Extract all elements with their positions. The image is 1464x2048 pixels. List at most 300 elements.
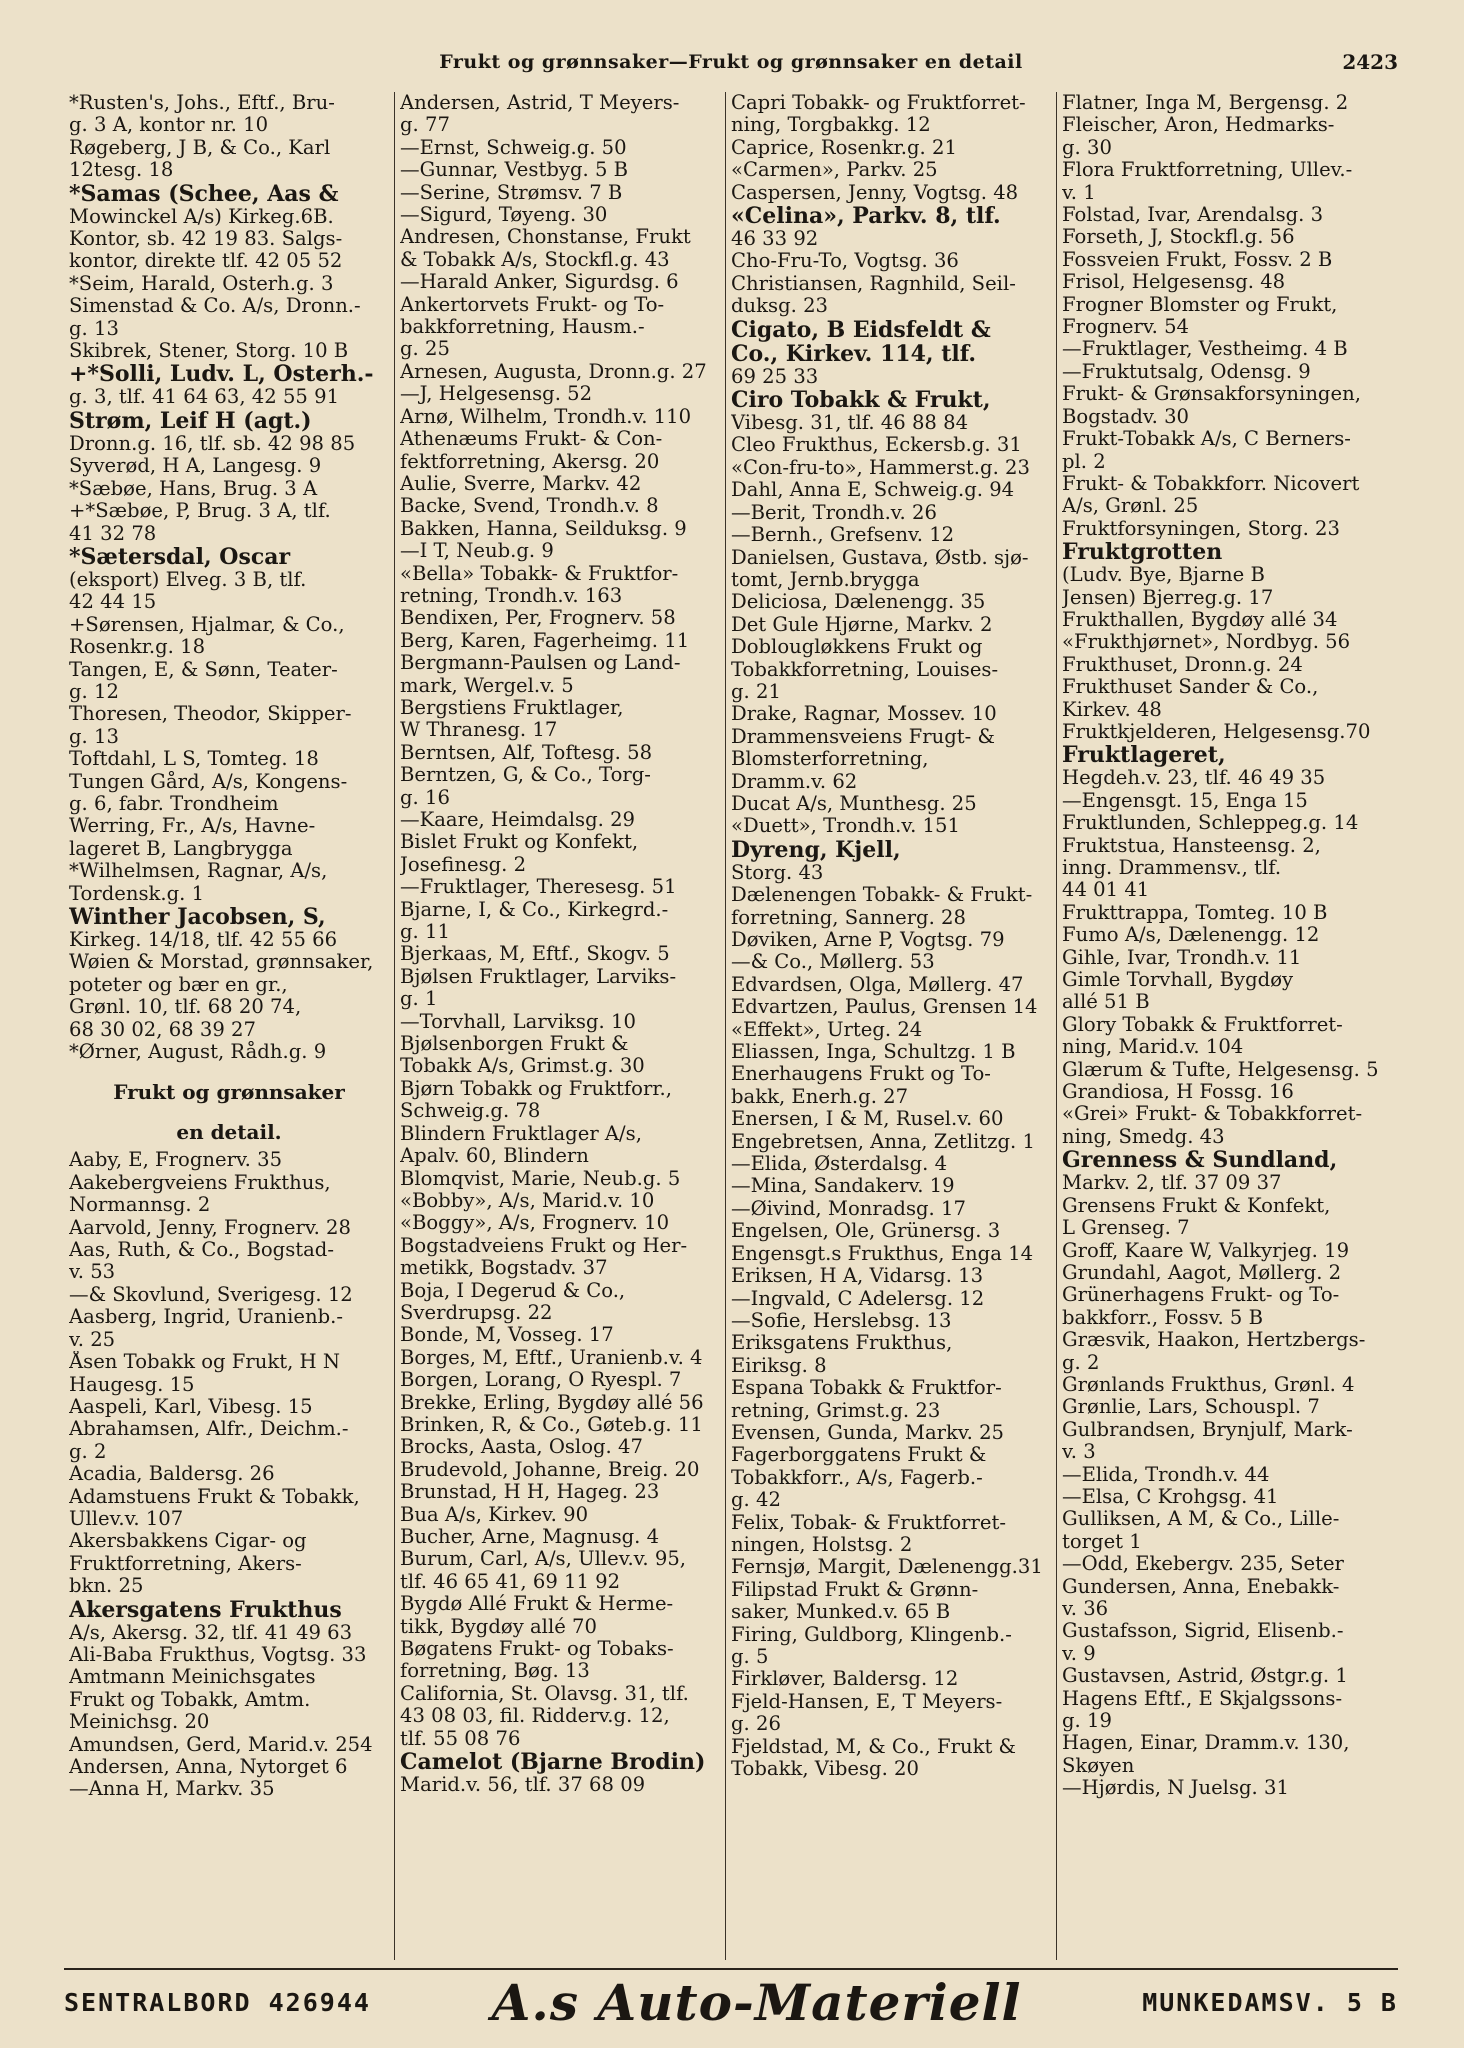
directory-entry: tikk, Bygdøy allé 70 bbox=[400, 1615, 597, 1638]
directory-entry: g. 3, tlf. 41 64 63, 42 55 91 bbox=[69, 386, 340, 409]
directory-entry: g. 30 bbox=[1062, 136, 1112, 159]
directory-entry: Akersgatens Frukthus bbox=[69, 1597, 342, 1622]
directory-entry: Eriksen, H A, Vidarsg. 13 bbox=[731, 1265, 984, 1288]
directory-entry: Evensen, Gunda, Markv. 25 bbox=[731, 1421, 1005, 1444]
directory-entry: Berntsen, Alf, Toftesg. 58 bbox=[400, 741, 653, 764]
directory-entry: Meinichsg. 20 bbox=[69, 1711, 210, 1734]
directory-entry: —J, Helgesensg. 52 bbox=[400, 383, 593, 406]
directory-entry: Fossveien Frukt, Fossv. 2 B bbox=[1062, 248, 1333, 271]
directory-entry: (Ludv. Bye, Bjarne B bbox=[1062, 564, 1265, 587]
directory-entry: Filipstad Frukt & Grønn- bbox=[731, 1578, 979, 1601]
directory-entry: Bakken, Hanna, Seilduksg. 9 bbox=[400, 517, 687, 540]
directory-entry: Brudevold, Johanne, Breig. 20 bbox=[400, 1458, 700, 1481]
directory-entry: —Gunnar, Vestbyg. 5 B bbox=[400, 159, 629, 182]
directory-entry: Tobakk, Vibesg. 20 bbox=[731, 1758, 919, 1781]
directory-entry: «Carmen», Parkv. 25 bbox=[731, 159, 938, 182]
directory-entry: v. 53 bbox=[69, 1261, 116, 1284]
directory-entry: Engelsen, Ole, Grünersg. 3 bbox=[731, 1220, 1001, 1243]
directory-entry: Døviken, Arne P, Vogtsg. 79 bbox=[731, 929, 1005, 951]
directory-entry: Gundersen, Anna, Enebakk- bbox=[1062, 1575, 1340, 1598]
directory-entry: Frognerv. 54 bbox=[1062, 316, 1190, 339]
directory-entry: Hagen, Einar, Dramm.v. 130, bbox=[1062, 1732, 1350, 1755]
directory-entry: tlf. 55 08 76 bbox=[400, 1727, 521, 1750]
directory-entry: Winther Jacobsen, S, bbox=[69, 905, 326, 929]
directory-entry: Andersen, Astrid, T Meyers- bbox=[400, 92, 680, 114]
directory-entry: «Celina», Parkv. 8, tlf. bbox=[731, 204, 1001, 229]
directory-entry: Bogstadv. 30 bbox=[1062, 405, 1190, 428]
directory-entry: Røgeberg, J B, & Co., Karl bbox=[69, 136, 331, 159]
directory-entry: Werring, Fr., A/s, Havne- bbox=[69, 815, 316, 838]
directory-entry: «Boggy», A/s, Frognerv. 10 bbox=[400, 1212, 670, 1235]
directory-entry: Strøm, Leif H (agt.) bbox=[69, 408, 312, 433]
directory-entry: 12tesg. 18 bbox=[69, 159, 174, 182]
directory-entry: *Samas (Schee, Aas & bbox=[69, 181, 339, 206]
directory-entry: Tangen, E, & Sønn, Teater- bbox=[69, 658, 338, 681]
directory-entry: ning, Smedg. 43 bbox=[1062, 1125, 1225, 1148]
directory-entry: Dyreng, Kjell, bbox=[731, 837, 901, 862]
directory-entry: g. 12 bbox=[69, 680, 119, 703]
directory-entry: Aaby, E, Frognerv. 35 bbox=[69, 1149, 283, 1172]
directory-entry: v. 36 bbox=[1062, 1598, 1109, 1620]
directory-entry: —Torvhall, Larviksg. 10 bbox=[400, 1010, 636, 1033]
directory-entry: bkn. 25 bbox=[69, 1575, 144, 1598]
directory-entry: Frukthuset, Dronn.g. 24 bbox=[1062, 653, 1303, 676]
directory-entry: ning, Marid.v. 104 bbox=[1062, 1036, 1244, 1059]
footer-switchboard: SENTRALBORD 426944 bbox=[64, 1987, 371, 2017]
directory-entry: —Elsa, C Krohgsg. 41 bbox=[1062, 1485, 1279, 1508]
directory-entry: —Odd, Ekebergv. 235, Seter bbox=[1062, 1553, 1344, 1576]
directory-entry: Groff, Kaare W, Valkyrjeg. 19 bbox=[1062, 1239, 1350, 1262]
directory-entry: Glory Tobakk & Fruktforret- bbox=[1062, 1013, 1343, 1036]
directory-entry: Fleischer, Aron, Hedmarks- bbox=[1062, 114, 1335, 137]
directory-entry: 44 01 41 bbox=[1062, 879, 1150, 902]
directory-entry: —Engensgt. 15, Enga 15 bbox=[1062, 789, 1308, 812]
directory-entry: g. 3 A, kontor nr. 10 bbox=[69, 114, 269, 137]
directory-entry: Eiriksg. 8 bbox=[731, 1354, 827, 1377]
directory-entry: Ankertorvets Frukt- og To- bbox=[400, 293, 665, 316]
page-number: 2423 bbox=[1342, 50, 1398, 74]
directory-entry: Apalv. 60, Blindern bbox=[400, 1145, 589, 1168]
column-1 bbox=[64, 92, 395, 1960]
directory-entry: Brunstad, H H, Hageg. 23 bbox=[400, 1481, 660, 1504]
directory-entry: Dahl, Anna E, Schweig.g. 94 bbox=[731, 479, 1015, 502]
directory-entry: Wøien & Morstad, grønnsaker, bbox=[69, 951, 374, 974]
directory-entry: Caspersen, Jenny, Vogtsg. 48 bbox=[731, 181, 1019, 204]
directory-entry: Brinken, R, & Co., Gøteb.g. 11 bbox=[400, 1413, 703, 1436]
directory-entry: Grensens Frukt & Konfekt, bbox=[1062, 1194, 1331, 1217]
directory-entry: Boja, I Degerud & Co., bbox=[400, 1279, 626, 1302]
directory-entry: Kirkeg. 14/18, tlf. 42 55 66 bbox=[69, 929, 338, 951]
directory-entry: Engensgt.s Frukthus, Enga 14 bbox=[731, 1242, 1034, 1265]
directory-entry: —Elida, Trondh.v. 44 bbox=[1062, 1463, 1270, 1486]
directory-entry: (eksport) Elveg. 3 B, tlf. bbox=[69, 568, 307, 591]
directory-entry: Normannsg. 2 bbox=[69, 1194, 211, 1217]
directory-entry: Ducat A/s, Munthesg. 25 bbox=[731, 792, 977, 815]
directory-entry: —Ingvald, C Adelersg. 12 bbox=[731, 1287, 985, 1310]
directory-entry: Aakebergveiens Frukthus, bbox=[69, 1171, 331, 1194]
directory-entry: Gulbrandsen, Brynjulf, Mark- bbox=[1062, 1418, 1353, 1441]
directory-entry: —Sofie, Herslebsg. 13 bbox=[731, 1309, 952, 1332]
directory-entry: Cho-Fru-To, Vogtsg. 36 bbox=[731, 250, 959, 273]
directory-entry: Deliciosa, Dælenengg. 35 bbox=[731, 591, 986, 614]
directory-entry: 42 44 15 bbox=[69, 591, 157, 614]
directory-entry: Frukthallen, Bygdøy allé 34 bbox=[1062, 608, 1338, 631]
directory-entry: Acadia, Baldersg. 26 bbox=[69, 1463, 275, 1486]
directory-entry: —Fruktutsalg, Odensg. 9 bbox=[1062, 360, 1311, 383]
directory-entry: ning, Torgbakkg. 12 bbox=[731, 114, 931, 137]
directory-entry: Frukt- & Tobakkforr. Nicovert bbox=[1062, 472, 1360, 495]
directory-entry: —Harald Anker, Sigurdsg. 6 bbox=[400, 271, 679, 294]
directory-entry: Gulliksen, A M, & Co., Lille- bbox=[1062, 1508, 1340, 1531]
directory-entry: Borgen, Lorang, O Ryespl. 7 bbox=[400, 1369, 682, 1392]
directory-entry: Bendixen, Per, Frognerv. 58 bbox=[400, 607, 676, 630]
advertisement-footer bbox=[64, 1968, 1398, 2034]
directory-entry: «Con-fru-to», Hammerst.g. 23 bbox=[731, 456, 1030, 479]
directory-entry: L Grenseg. 7 bbox=[1062, 1217, 1190, 1240]
directory-entry: Akersbakkens Cigar- og bbox=[69, 1530, 307, 1553]
directory-entry: fektforretning, Akersg. 20 bbox=[400, 450, 660, 473]
directory-entry: g. 2 bbox=[69, 1440, 107, 1463]
directory-entry: Aaspeli, Karl, Vibesg. 15 bbox=[69, 1395, 313, 1418]
directory-entry: Fruktlunden, Schleppeg.g. 14 bbox=[1062, 812, 1359, 835]
directory-entry: «Grei» Frukt- & Tobakkforret- bbox=[1062, 1103, 1363, 1126]
directory-entry: Gustafsson, Sigrid, Elisenb.- bbox=[1062, 1620, 1344, 1643]
directory-entry: Drake, Ragnar, Mossev. 10 bbox=[731, 703, 997, 726]
directory-entry: g. 77 bbox=[400, 114, 450, 137]
directory-entry: Markv. 2, tlf. 37 09 37 bbox=[1062, 1172, 1282, 1195]
directory-entry: +*Solli, Ludv. L, Osterh.- bbox=[69, 362, 374, 387]
directory-entry: Blomsterforretning, bbox=[731, 748, 929, 771]
footer-brand-logo: A.s Auto-Materiell bbox=[491, 1972, 1022, 2032]
directory-entry: g. 11 bbox=[400, 921, 450, 944]
directory-entry: Firing, Guldborg, Klingenb.- bbox=[731, 1623, 1012, 1646]
directory-entry: Bygdø Allé Frukt & Herme- bbox=[400, 1593, 674, 1616]
directory-entry: metikk, Bogstadv. 37 bbox=[400, 1257, 608, 1280]
directory-entry: Ali-Baba Frukthus, Vogtsg. 33 bbox=[69, 1643, 367, 1666]
directory-entry: Edvartzen, Paulus, Grensen 14 bbox=[731, 996, 1038, 1019]
directory-entry: Andersen, Anna, Nytorget 6 bbox=[69, 1756, 348, 1778]
directory-entry: Grünerhagens Frukt- og To- bbox=[1062, 1284, 1340, 1307]
directory-entry: Dælenengen Tobakk- & Frukt- bbox=[731, 884, 1033, 907]
directory-entry: Aarvold, Jenny, Frognerv. 28 bbox=[69, 1216, 351, 1239]
directory-entry: —Serine, Strømsv. 7 B bbox=[400, 181, 623, 204]
directory-entry: bakk, Enerh.g. 27 bbox=[731, 1085, 909, 1108]
directory-entry: duksg. 23 bbox=[731, 295, 829, 318]
directory-entry: bakkforretning, Hausm.- bbox=[400, 316, 645, 339]
directory-entry: Schweig.g. 78 bbox=[400, 1100, 541, 1123]
directory-entry: +Sørensen, Hjalmar, & Co., bbox=[69, 613, 345, 636]
directory-entry: Bislet Frukt og Konfekt, bbox=[400, 831, 639, 854]
directory-entry: Folstad, Ivar, Arendalsg. 3 bbox=[1062, 204, 1324, 227]
directory-entry: Berntzen, G, & Co., Torg- bbox=[400, 764, 651, 787]
page-title: Frukt og grønnsaker—Frukt og grønnsaker en detail bbox=[439, 51, 1023, 73]
directory-entry: Hegdeh.v. 23, tlf. 46 49 35 bbox=[1062, 767, 1326, 790]
directory-entry: Backe, Svend, Trondh.v. 8 bbox=[400, 495, 659, 518]
directory-entry: & Tobakk A/s, Stockfl.g. 43 bbox=[400, 248, 670, 271]
directory-entry: —I T, Neub.g. 9 bbox=[400, 540, 554, 563]
directory-entry: g. 5 bbox=[731, 1646, 769, 1668]
directory-entry: —Øivind, Monradsg. 17 bbox=[731, 1197, 966, 1220]
directory-entry: —& Skovlund, Sverigesg. 12 bbox=[69, 1283, 353, 1306]
directory-entry: Frukt-Tobakk A/s, C Berners- bbox=[1062, 428, 1351, 451]
directory-entry: —Hjørdis, N Juelsg. 31 bbox=[1062, 1777, 1289, 1800]
directory-entry: Sverdrupsg. 22 bbox=[400, 1301, 553, 1324]
directory-entry: mark, Wergel.v. 5 bbox=[400, 674, 574, 697]
directory-entry: poteter og bær en gr., bbox=[69, 973, 288, 996]
directory-entry: Ullev.v. 107 bbox=[69, 1507, 184, 1530]
directory-entry: Josefinesg. 2 bbox=[400, 853, 527, 876]
footer-address: MUNKEDAMSV. 5 B bbox=[1142, 1987, 1398, 2017]
directory-entry: Enerhaugens Frukt og To- bbox=[731, 1063, 991, 1086]
directory-entry: Jensen) Bjerreg.g. 17 bbox=[1062, 586, 1274, 609]
section-heading: en detail. bbox=[176, 1120, 282, 1145]
directory-entry: Græsvik, Haakon, Hertzbergs- bbox=[1062, 1329, 1366, 1352]
directory-entry: Flatner, Inga M, Bergensg. 2 bbox=[1062, 92, 1349, 114]
directory-entry: g. 42 bbox=[731, 1489, 781, 1512]
directory-entry: Flora Fruktforretning, Ullev.- bbox=[1062, 159, 1353, 182]
directory-entry: Grønl. 10, tlf. 68 20 74, bbox=[69, 996, 302, 1019]
directory-entry: Eliassen, Inga, Schultzg. 1 B bbox=[731, 1041, 1016, 1064]
directory-entry: Tobakkforretning, Louises- bbox=[731, 658, 999, 681]
directory-entry: Fruktgrotten bbox=[1062, 540, 1223, 565]
directory-entry: Grenness & Sundland, bbox=[1062, 1148, 1338, 1173]
directory-entry: g. 19 bbox=[1062, 1710, 1112, 1733]
directory-entry: Frukttrappa, Tomteg. 10 B bbox=[1062, 901, 1328, 924]
directory-columns bbox=[64, 92, 1398, 1960]
directory-entry: g. 13 bbox=[69, 317, 119, 340]
column-2 bbox=[395, 92, 726, 1960]
directory-entry: Firkløver, Baldersg. 12 bbox=[731, 1668, 959, 1691]
directory-entry: Christiansen, Ragnhild, Seil- bbox=[731, 272, 1016, 295]
directory-entry: Arnø, Wilhelm, Trondh.v. 110 bbox=[400, 405, 692, 428]
directory-entry: Berg, Karen, Fagerheimg. 11 bbox=[400, 629, 690, 652]
directory-entry: Grønlands Frukthus, Grønl. 4 bbox=[1062, 1373, 1355, 1396]
directory-entry: Andresen, Chonstanse, Frukt bbox=[400, 226, 691, 249]
directory-entry: —Sigurd, Tøyeng. 30 bbox=[400, 204, 608, 227]
directory-entry: Fagerborggatens Frukt & bbox=[731, 1444, 987, 1467]
directory-entry: Tobakkforr., A/s, Fagerb.- bbox=[731, 1466, 983, 1489]
directory-entry: «Effekt», Urteg. 24 bbox=[731, 1018, 923, 1041]
directory-entry: Danielsen, Gustava, Østb. sjø- bbox=[731, 546, 1029, 569]
directory-entry: Tungen Gård, A/s, Kongens- bbox=[69, 770, 348, 793]
directory-entry: Frogner Blomster og Frukt, bbox=[1062, 293, 1338, 316]
directory-entry: *Ørner, August, Rådh.g. 9 bbox=[69, 1041, 327, 1064]
directory-entry: Espana Tobakk & Fruktfor- bbox=[731, 1377, 1002, 1400]
directory-entry: —Berit, Trondh.v. 26 bbox=[731, 501, 937, 524]
directory-entry: Bjølsenborgen Frukt & bbox=[400, 1033, 629, 1056]
directory-entry: *Sætersdal, Oscar bbox=[69, 544, 291, 569]
directory-entry: Doblougløkkens Frukt og bbox=[731, 636, 983, 659]
directory-entry: 46 33 92 bbox=[731, 228, 819, 251]
directory-entry: Fruktforsyningen, Storg. 23 bbox=[1062, 517, 1340, 540]
directory-entry: Bergmann-Paulsen og Land- bbox=[400, 652, 681, 675]
directory-entry: g. 25 bbox=[400, 338, 450, 361]
directory-entry: —Anna H, Markv. 35 bbox=[69, 1778, 275, 1801]
directory-entry: —Fruktlager, Theresesg. 51 bbox=[400, 876, 677, 899]
directory-entry: Storg. 43 bbox=[731, 861, 824, 884]
directory-entry: retning, Grimst.g. 23 bbox=[731, 1399, 941, 1422]
directory-entry: W Thranesg. 17 bbox=[400, 719, 558, 742]
directory-entry: Aasberg, Ingrid, Uranienb.- bbox=[69, 1306, 343, 1329]
directory-entry: —& Co., Møllerg. 53 bbox=[731, 951, 935, 974]
directory-entry: Bøgatens Frukt- og Tobaks- bbox=[400, 1638, 674, 1661]
directory-entry: California, St. Olavsg. 31, tlf. bbox=[400, 1682, 689, 1705]
directory-entry: Athenæums Frukt- & Con- bbox=[400, 428, 663, 451]
directory-entry: Tordensk.g. 1 bbox=[69, 882, 205, 905]
directory-entry: Frukt- & Grønsakforsyningen, bbox=[1062, 383, 1361, 406]
directory-entry: Bucher, Arne, Magnusg. 4 bbox=[400, 1526, 660, 1548]
directory-entry: Cigato, B Eidsfeldt & bbox=[731, 317, 991, 342]
directory-entry: *Wilhelmsen, Ragnar, A/s, bbox=[69, 860, 328, 883]
directory-entry: Drammensveiens Frugt- & bbox=[731, 725, 995, 748]
directory-entry: Skibrek, Stener, Storg. 10 B bbox=[69, 340, 349, 363]
directory-entry: g. 16 bbox=[400, 786, 450, 809]
directory-entry: Fumo A/s, Dælenengg. 12 bbox=[1062, 924, 1320, 947]
directory-entry: Syverød, H A, Langesg. 9 bbox=[69, 455, 322, 478]
directory-entry: Bjørn Tobakk og Fruktforr., bbox=[400, 1077, 673, 1100]
directory-entry: Ciro Tobakk & Frukt, bbox=[731, 388, 991, 413]
directory-entry: 68 30 02, 68 39 27 bbox=[69, 1018, 256, 1041]
directory-entry: Bjerkaas, M, Eftf., Skogv. 5 bbox=[400, 943, 670, 966]
directory-entry: v. 1 bbox=[1062, 181, 1096, 204]
directory-entry: Rosenkr.g. 18 bbox=[69, 636, 206, 659]
directory-entry: Kirkev. 48 bbox=[1062, 698, 1162, 721]
directory-entry: Bjarne, I, & Co., Kirkegrd.- bbox=[400, 898, 669, 921]
directory-entry: Aas, Ruth, & Co., Bogstad- bbox=[69, 1239, 334, 1262]
directory-entry: «Duett», Trondh.v. 151 bbox=[731, 815, 960, 838]
directory-entry: Bonde, M, Vosseg. 17 bbox=[400, 1324, 614, 1347]
directory-entry: Fjeldstad, M, & Co., Frukt & bbox=[731, 1735, 1016, 1758]
directory-entry: Dronn.g. 16, tlf. sb. 42 98 85 bbox=[69, 432, 356, 455]
directory-entry: Grønlie, Lars, Schouspl. 7 bbox=[1062, 1396, 1320, 1419]
directory-entry: g. 26 bbox=[731, 1713, 781, 1736]
directory-entry: Det Gule Hjørne, Markv. 2 bbox=[731, 613, 993, 636]
directory-entry: g. 2 bbox=[1062, 1351, 1100, 1374]
directory-entry: Bjølsen Fruktlager, Larviks- bbox=[400, 965, 677, 988]
directory-entry: tomt, Jernb.brygga bbox=[731, 568, 920, 591]
directory-entry: bakkforr., Fossv. 5 B bbox=[1062, 1306, 1264, 1329]
directory-entry: Bua A/s, Kirkev. 90 bbox=[400, 1503, 589, 1526]
directory-entry: Simenstad & Co. A/s, Dronn.- bbox=[69, 295, 361, 318]
directory-entry: Burum, Carl, A/s, Ullev.v. 95, bbox=[400, 1548, 687, 1571]
directory-entry: A/s, Grønl. 25 bbox=[1062, 495, 1199, 518]
directory-entry: *Rusten's, Johs., Eftf., Bru- bbox=[69, 92, 335, 114]
directory-entry: Engebretsen, Anna, Zetlitzg. 1 bbox=[731, 1130, 1035, 1153]
directory-entry: Marid.v. 56, tlf. 37 68 09 bbox=[400, 1774, 646, 1797]
directory-entry: Abrahamsen, Alfr., Deichm.- bbox=[69, 1418, 349, 1441]
directory-entry: Dramm.v. 62 bbox=[731, 770, 858, 793]
directory-entry: kontor, direkte tlf. 42 05 52 bbox=[69, 250, 343, 273]
directory-entry: —Bernh., Grefsenv. 12 bbox=[731, 524, 955, 547]
directory-entry: Toftdahl, L S, Tomteg. 18 bbox=[69, 748, 319, 771]
directory-entry: forretning, Bøg. 13 bbox=[400, 1660, 590, 1683]
directory-entry: Capri Tobakk- og Fruktforret- bbox=[731, 92, 1026, 114]
directory-entry: Fruktlageret, bbox=[1062, 743, 1226, 768]
directory-entry: —Kaare, Heimdalsg. 29 bbox=[400, 809, 636, 831]
directory-entry: —Elida, Østerdalsg. 4 bbox=[731, 1153, 948, 1176]
directory-entry: Gimle Torvhall, Bygdøy bbox=[1062, 969, 1294, 992]
directory-entry: «Bella» Tobakk- & Fruktfor- bbox=[400, 562, 679, 585]
page-header bbox=[64, 44, 1398, 80]
directory-entry: Borges, M, Eftf., Uranienb.v. 4 bbox=[400, 1346, 703, 1369]
directory-entry: Fruktforretning, Akers- bbox=[69, 1552, 302, 1575]
directory-entry: inng. Drammensv., tlf. bbox=[1062, 857, 1282, 879]
directory-entry: retning, Trondh.v. 163 bbox=[400, 584, 623, 607]
directory-entry: *Seim, Harald, Osterh.g. 3 bbox=[69, 272, 334, 295]
directory-entry: Felix, Tobak- & Fruktforret- bbox=[731, 1511, 1006, 1534]
directory-entry: A/s, Akersg. 32, tlf. 41 49 63 bbox=[69, 1621, 353, 1644]
directory-entry: Camelot (Bjarne Brodin) bbox=[400, 1750, 706, 1775]
directory-entry: Forseth, J, Stockfl.g. 56 bbox=[1062, 226, 1295, 249]
directory-entry: g. 21 bbox=[731, 680, 781, 703]
directory-entry: Haugesg. 15 bbox=[69, 1373, 195, 1396]
directory-entry: Co., Kirkev. 114, tlf. bbox=[731, 341, 977, 366]
directory-entry: g. 13 bbox=[69, 725, 119, 748]
section-heading: Frukt og grønnsaker bbox=[113, 1080, 345, 1105]
directory-entry: Frukthuset Sander & Co., bbox=[1062, 676, 1319, 699]
directory-entry: v. 3 bbox=[1062, 1441, 1096, 1464]
directory-entry: Glærum & Tufte, Helgesensg. 5 bbox=[1062, 1058, 1379, 1081]
directory-entry: ningen, Holstsg. 2 bbox=[731, 1533, 913, 1556]
directory-entry: «Frukthjørnet», Nordbyg. 56 bbox=[1062, 631, 1351, 654]
directory-entry: Bogstadveiens Frukt og Her- bbox=[400, 1234, 688, 1257]
directory-entry: Grundahl, Aagot, Møllerg. 2 bbox=[1062, 1261, 1342, 1284]
directory-entry: Skøyen bbox=[1062, 1754, 1135, 1777]
directory-entry: Fruktstua, Hansteensg. 2, bbox=[1062, 834, 1321, 857]
directory-entry: Gustavsen, Astrid, Østgr.g. 1 bbox=[1062, 1665, 1348, 1688]
directory-entry: —Fruktlager, Vestheimg. 4 B bbox=[1062, 338, 1348, 361]
directory-entry: Edvardsen, Olga, Møllerg. 47 bbox=[731, 973, 1024, 996]
directory-entry: Eriksgatens Frukthus, bbox=[731, 1332, 953, 1355]
directory-entry: Amundsen, Gerd, Marid.v. 254 bbox=[69, 1733, 373, 1756]
directory-entry: allé 51 B bbox=[1062, 991, 1150, 1014]
column-4 bbox=[1057, 92, 1387, 1960]
directory-entry: g. 1 bbox=[400, 988, 438, 1011]
directory-entry: *Sæbøe, Hans, Brug. 3 A bbox=[69, 477, 318, 500]
directory-entry: Mowinckel A/s) Kirkeg.6B. bbox=[69, 205, 334, 228]
directory-entry: Fruktkjelderen, Helgesensg.70 bbox=[1062, 720, 1371, 743]
directory-entry: Bergstiens Fruktlager, bbox=[400, 696, 624, 719]
directory-entry: 43 08 03, fil. Ridderv.g. 12, bbox=[400, 1705, 670, 1728]
directory-entry: Hagens Eftf., E Skjalgssons- bbox=[1062, 1687, 1343, 1710]
directory-entry: g. 6, fabr. Trondheim bbox=[69, 792, 279, 815]
directory-entry: forretning, Sannerg. 28 bbox=[731, 906, 966, 929]
directory-entry: pl. 2 bbox=[1062, 450, 1106, 473]
directory-entry: Fernsjø, Margit, Dælenengg.31 bbox=[731, 1556, 1043, 1579]
directory-entry: Grandiosa, H Fossg. 16 bbox=[1062, 1081, 1294, 1104]
directory-entry: Aulie, Sverre, Markv. 42 bbox=[400, 472, 642, 495]
directory-entry: Frisol, Helgesensg. 48 bbox=[1062, 271, 1286, 294]
directory-entry: Blomqvist, Marie, Neub.g. 5 bbox=[400, 1167, 681, 1190]
directory-entry: Tobakk A/s, Grimst.g. 30 bbox=[400, 1055, 645, 1078]
directory-entry: Blindern Fruktlager A/s, bbox=[400, 1122, 642, 1145]
directory-entry: Arnesen, Augusta, Dronn.g. 27 bbox=[400, 360, 707, 383]
directory-entry: Vibesg. 31, tlf. 46 88 84 bbox=[731, 412, 969, 435]
directory-entry: v. 25 bbox=[69, 1328, 116, 1351]
directory-entry: +*Sæbøe, P, Brug. 3 A, tlf. bbox=[69, 500, 331, 523]
directory-entry: tlf. 46 65 41, 69 11 92 bbox=[400, 1570, 621, 1593]
directory-entry: lageret B, Langbrygga bbox=[69, 837, 293, 860]
directory-entry: Enersen, I & M, Rusel.v. 60 bbox=[731, 1108, 1004, 1131]
directory-entry: «Bobby», A/s, Marid.v. 10 bbox=[400, 1189, 655, 1212]
directory-entry: Fjeld-Hansen, E, T Meyers- bbox=[731, 1690, 1003, 1713]
directory-entry: v. 9 bbox=[1062, 1642, 1096, 1665]
directory-entry: Åsen Tobakk og Frukt, H N bbox=[69, 1351, 341, 1374]
directory-entry: Brekke, Erling, Bygdøy allé 56 bbox=[400, 1391, 704, 1414]
directory-entry: Gihle, Ivar, Trondh.v. 11 bbox=[1062, 946, 1302, 969]
directory-entry: —Mina, Sandakerv. 19 bbox=[731, 1175, 955, 1198]
directory-entry: Frukt og Tobakk, Amtm. bbox=[69, 1688, 311, 1711]
